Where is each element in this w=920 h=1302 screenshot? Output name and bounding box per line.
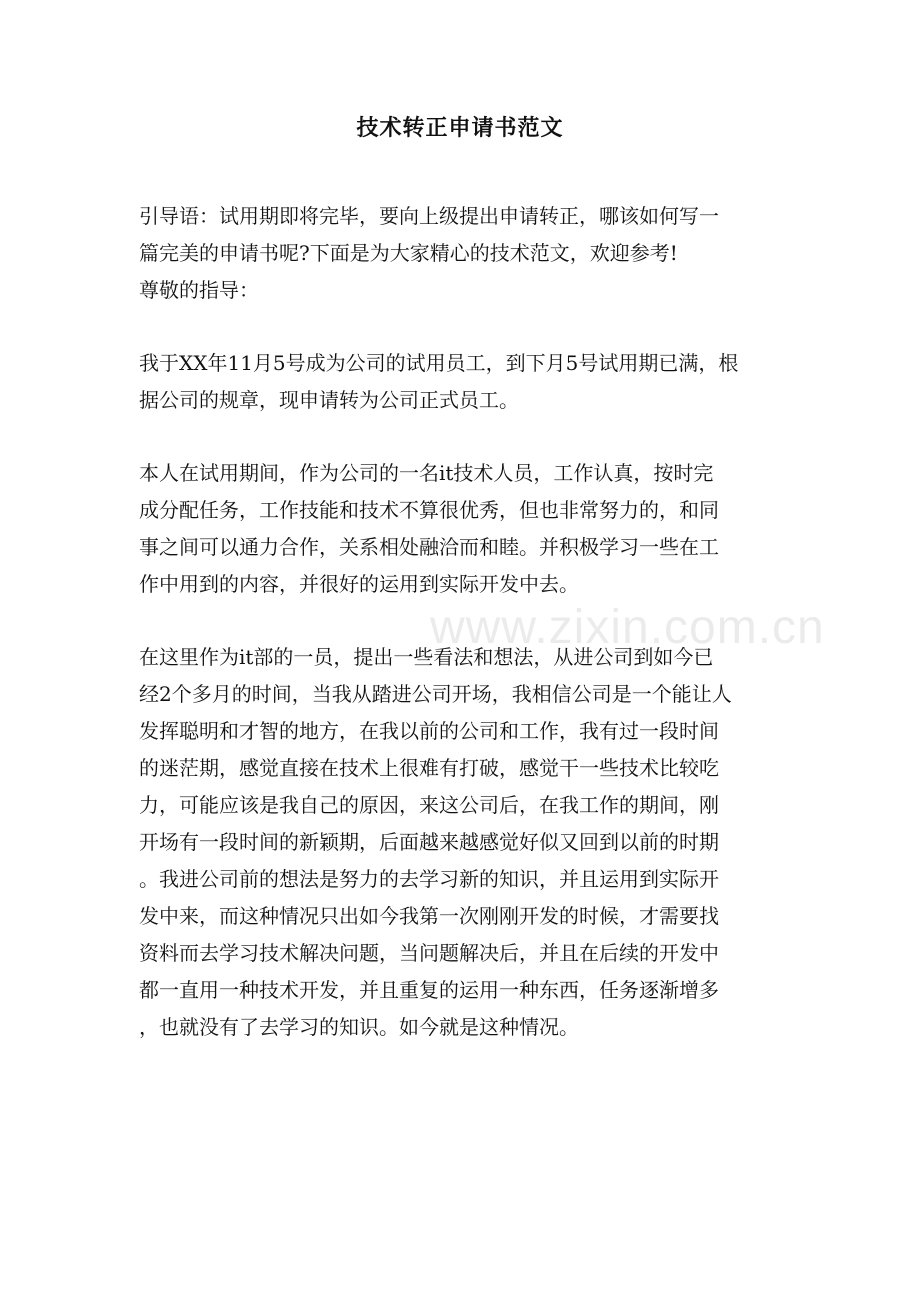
paragraph-1 — [139, 345, 781, 419]
salutation: 尊敬的指导： — [139, 278, 259, 302]
paragraph-gap — [139, 309, 781, 345]
text-line: 成分配任务，工作技能和技术不算很优秀，但也非常努力的，和同 — [139, 498, 719, 522]
paragraph-gap — [139, 419, 781, 455]
text-line: 发中来，而这种情况只出如今我第一次刚刚开发的时候，才需要找 — [139, 904, 719, 928]
text-line: 本人在试用期间，作为公司的一名it技术人员，工作认真，按时完 — [139, 461, 714, 485]
intro-paragraph — [139, 198, 781, 309]
watermark: www.zixin.com.cn — [430, 601, 825, 654]
paragraph-gap — [139, 603, 781, 639]
text-line: 据公司的规章，现申请转为公司正式员工。 — [139, 388, 519, 412]
text-line: 我于XX年11月5号成为公司的试用员工，到下月5号试用期已满，根 — [139, 351, 739, 375]
text-line: 作中用到的内容，并很好的运用到实际开发中去。 — [139, 572, 579, 596]
text-line: 资料而去学习技术解决问题，当问题解决后，并且在后续的开发中 — [139, 941, 719, 965]
text-line: ，也就没有了去学习的知识。如今就是这种情况。 — [139, 1015, 579, 1039]
text-line: 在这里作为it部的一员，提出一些看法和想法，从进公司到如今已 — [139, 645, 714, 669]
text-line: 经2个多月的时间，当我从踏进公司开场，我相信公司是一个能让人 — [139, 682, 732, 706]
paragraph-2 — [139, 455, 781, 603]
text-line: 都一直用一种技术开发，并且重复的运用一种东西，任务逐渐增多 — [139, 978, 719, 1002]
text-line: 事之间可以通力合作，关系相处融洽而和睦。并积极学习一些在工 — [139, 535, 719, 559]
text-line: 力，可能应该是我自己的原因，来这公司后，在我工作的期间，刚 — [139, 793, 719, 817]
document-title: 技术转正申请书范文 — [356, 115, 564, 141]
document-body — [139, 198, 781, 1046]
text-line: 的迷茫期，感觉直接在技术上很难有打破，感觉干一些技术比较吃 — [139, 756, 719, 780]
text-line: 。我进公司前的想法是努力的去学习新的知识，并且运用到实际开 — [139, 867, 719, 891]
text-line: 引导语：试用期即将完毕，要向上级提出申请转正，哪该如何写一 — [139, 204, 719, 228]
text-line: 篇完美的申请书呢?下面是为大家精心的技术范文，欢迎参考! — [139, 241, 678, 265]
paragraph-3 — [139, 639, 781, 1046]
text-line: 开场有一段时间的新颖期，后面越来越感觉好似又回到以前的时期 — [139, 830, 719, 854]
text-line: 发挥聪明和才智的地方，在我以前的公司和工作，我有过一段时间 — [139, 719, 719, 743]
